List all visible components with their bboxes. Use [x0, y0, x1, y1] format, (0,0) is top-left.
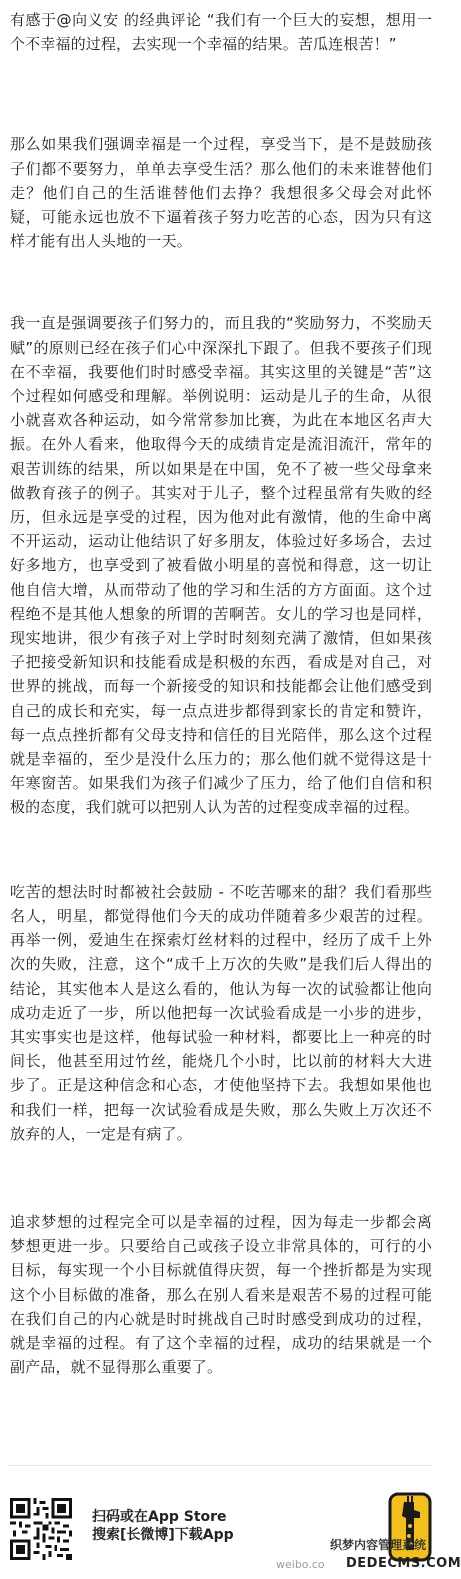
app-promo-text: [92, 1508, 234, 1544]
dedecms-watermark: DEDECMS.COM: [346, 1556, 461, 1571]
cms-watermark: 织梦内容管理系统: [330, 1538, 427, 1552]
paragraph-question: 那么如果我们强调幸福是一个过程，享受当下，是不是鼓励孩子们都不要努力，单单去享受生活？那么他们的未来谁替他们走？他们自己的生活谁替他们去挣？我想很多父母会对此怀疑，可能永远也放不下逼着孩子努力吃苦的心态，因为只有这样才能有出人头地的一天。: [10, 135, 432, 251]
weibo-watermark: weibo.co: [276, 1558, 325, 1571]
article-body: [10, 8, 432, 1379]
paragraph-intro: 有感于@向义安 的经典评论 “我们有一个巨大的妄想，想用一个不幸福的过程，去实现一个幸福的结果。苦瓜连根苦！”: [10, 11, 432, 54]
promo-line-1: 扫码或在App Store: [92, 1509, 227, 1525]
paragraph-edison: 吃苦的想法时时都被社会鼓励 - 不吃苦哪来的甜？我们看那些名人，明星，都觉得他们今天的成功伴随着多少艰苦的过程。再举一例，爱迪生在探索灯丝材料的过程中，经历了成千上外次的失败，注意，这个“成千上万次的失败”是我们后人得出的结论，其实他本人是这么看的，他认为每一次的试验都让他向成功走近了一步，所以他把每一次试验看成是一小步的进步，其实事实也是这样，他每试验一种材料，都要比上一种亮的时间长，他甚至用过竹丝，能烧几个小时，比以前的材料大大进步了。正是这种信念和心态，才使他坚持下去。我想如果他也和我们一样，把每一次试验看成是失败，那么失败上万次还不放弃的人，一定是有病了。: [10, 882, 432, 1143]
app-promo-footer: [0, 1472, 461, 1579]
qr-code-icon[interactable]: [10, 1498, 72, 1560]
paragraph-example: 我一直是强调要孩子们努力的，而且我的“奖励努力，不奖励天赋”的原则已经在孩子们心中深深扎下跟了。但我不要孩子们现在不幸福，我要他们时时感受幸福。其实这里的关键是“苦”这个过程如何感受和理解。举例说明：运动是儿子的生命，从很小就喜欢各种运动，如今常常参加比赛，为此在本地区名声大振。在外人看来，他取得今天的成绩肯定是流泪流汗，常年的艰苦训练的结果，所以如果是在中国，免不了被一些父母拿来做教育孩子的例子。其实对于儿子，整个过程虽常有失败的经历，但永远是享受的过程，因为他对此有激情，他的生命中离不开运动，运动让他结识了好多朋友，体验过好多场合，去过好多地方，也享受到了被看做小明星的喜悦和得意，这一切让他自信大增，从而带动了他的学习和生活的方方面面。这个过程绝不是其他人想象的所谓的苦啊苦。女儿的学习也是同样，现实地讲，很少有孩子对上学时时刻刻充满了激情，但如果孩子把接受新知识和技能看成是积极的东西，看成是对自己，对世界的挑战，而每一个新接受的知识和技能都会让他们感受到自己的成长和充实，每一点点进步都得到家长的肯定和赞许，每一点点挫折都有父母支持和信任的目光陪伴，那么这个过程就是幸福的，至少是没什么压力的；那么他们就不觉得这是十年寒窗苦。如果我们为孩子们减少了压力，给了他们自信和积极的态度，我们就可以把别人认为苦的过程变成幸福的过程。: [10, 314, 432, 817]
paragraph-conclusion: 追求梦想的过程完全可以是幸福的过程，因为每走一步都会离梦想更进一步。只要给自己或孩子设立非常具体的，可行的小目标，每实现一个小目标就值得庆贺，每一个挫折都是为实现这个小目标做的准备，那么在别人看来是艰苦不易的过程可能在我们自己的内心就是时时挑战自己时时感受到成功的过程，就是幸福的过程。有了这个幸福的过程，成功的结果就是一个副产品，就不显得那么重要了。: [10, 1212, 432, 1377]
promo-line-2: 搜索[长微博]下载App: [92, 1527, 234, 1543]
footer-divider: [8, 1465, 432, 1466]
